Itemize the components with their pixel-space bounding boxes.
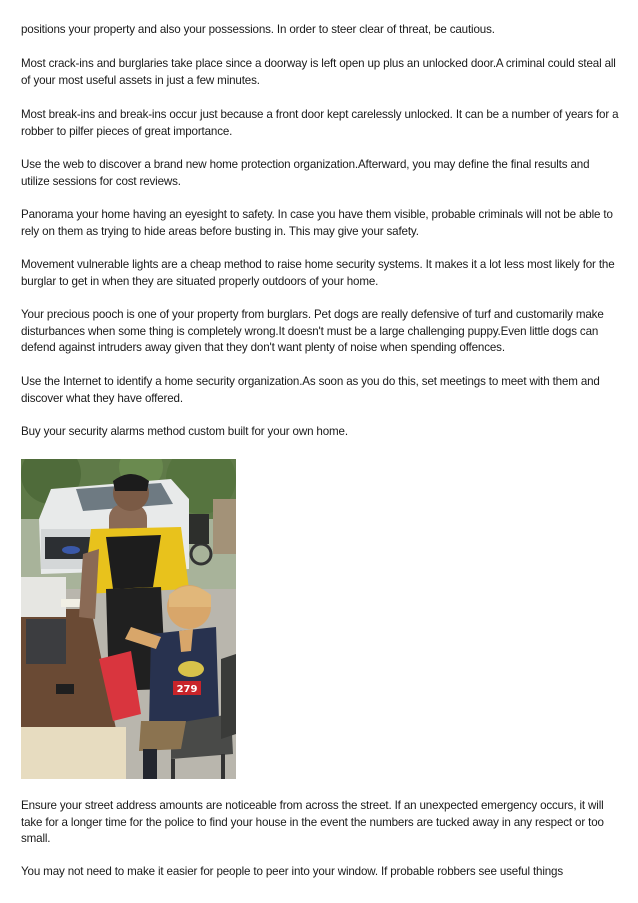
paragraph-web-organization: Use the web to discover a brand new home protection organization.Afterward, you may define the final results and utilize sessions for cost reviews. bbox=[21, 158, 590, 188]
paragraph-break-ins: Most break-ins and break-ins occur just because a front door kept carelessly unlocked. It can be a number of years for a robber to pilfer pieces of great importance. bbox=[21, 108, 619, 138]
paragraph-street-address: Ensure your street address amounts are noticeable from across the street. If an unexpected emergency occurs, it will take for a longer time for the police to find your house in the event the numbers are tucked away in any respect or too small. bbox=[21, 799, 604, 845]
paragraph-possessions: positions your property and also your possessions. In order to steer clear of threat, be cautious. bbox=[21, 23, 495, 36]
paragraph-internet-organization: Use the Internet to identify a home security organization.As soon as you do this, set meetings to meet with them and discover what they have offered. bbox=[21, 375, 600, 405]
paragraph-custom-alarm: Buy your security alarms method custom built for your own home. bbox=[21, 425, 348, 438]
svg-text:279: 279 bbox=[176, 684, 198, 695]
paragraph-panorama: Panorama your home having an eyesight to safety. In case you have them visible, probable criminals will not be able to rely on them as trying to hide areas before busting in. This may give your safety. bbox=[21, 208, 613, 238]
paragraph-window: You may not need to make it easier for people to peer into your window. If probable robbers see useful things bbox=[21, 865, 563, 878]
paragraph-pooch: Your precious pooch is one of your property from burglars. Pet dogs are really defensive of turf and customarily make disturbances when some thing is completely wrong.It doesn't must be a large challenging puppy.Even little dogs can defend against intruders away given that they don't want plenty of noise when spending offences. bbox=[21, 308, 604, 354]
paragraph-crack-ins: Most crack-ins and burglaries take place since a doorway is left open up plus an unlocked door.A criminal could steal all of your most useful assets in just a few minutes. bbox=[21, 57, 616, 87]
fingerprinting-photo bbox=[21, 459, 236, 779]
paragraph-motion-lights: Movement vulnerable lights are a cheap method to raise home security systems. It makes it a lot less most likely for the burglar to get in when they are situated properly outdoors of your home. bbox=[21, 258, 615, 288]
